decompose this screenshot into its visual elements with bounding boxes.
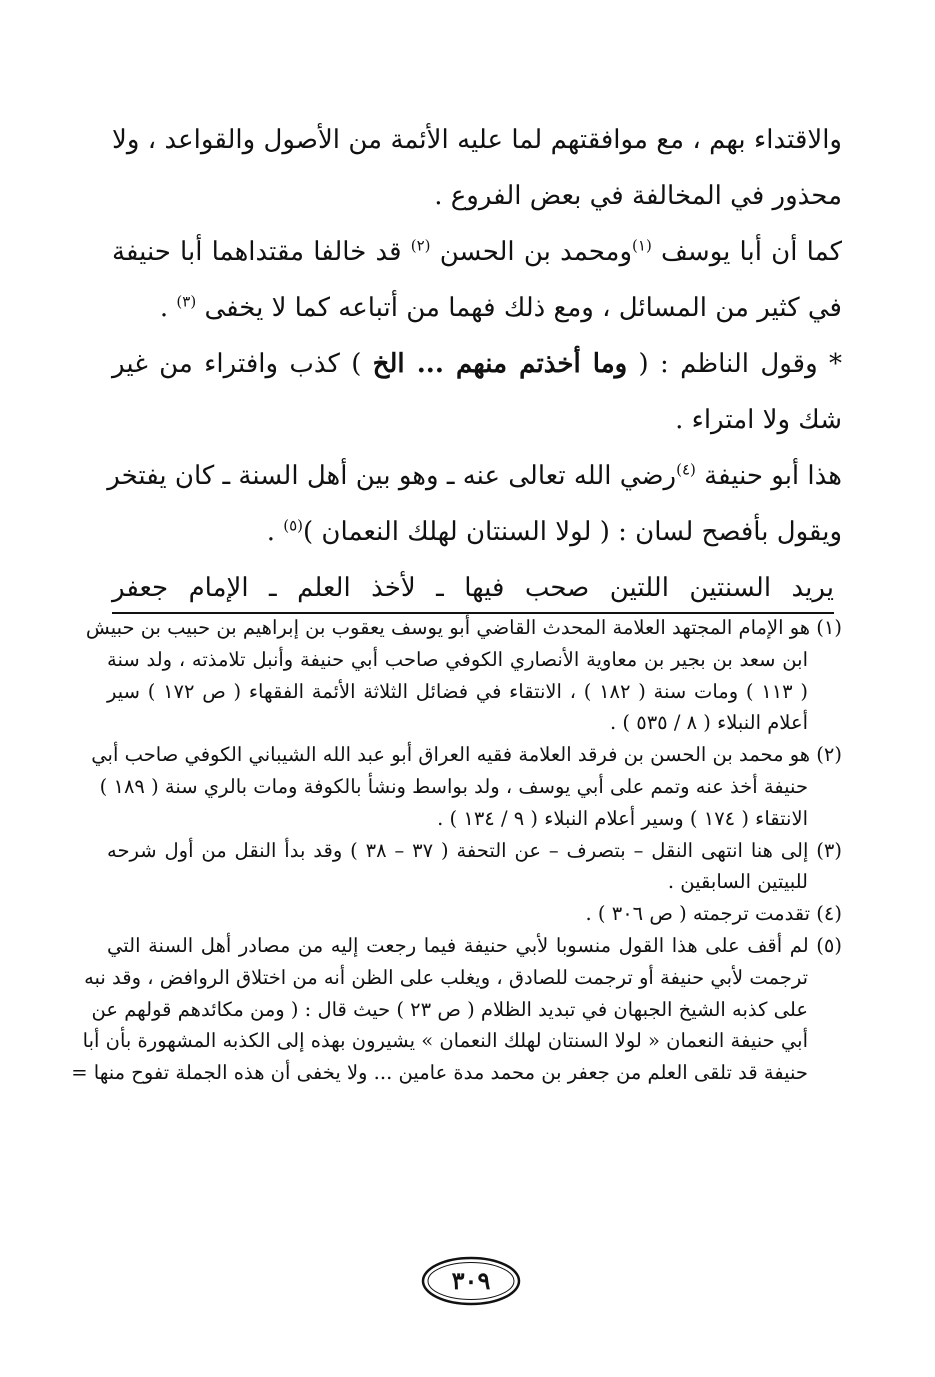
footnote-line: حنيفة قد تلقى العلم من جعفر بن محمد مدة عامين ... ولا يخفى أن هذه الجملة تفوح منها = <box>71 1061 808 1085</box>
footnote-line: الانتقاء ( ١٧٤ ) وسير أعلام النبلاء ( ٩ / ١٣٤ ) . <box>437 806 808 830</box>
page-number-label: ٣٠٩ <box>451 1266 491 1295</box>
footnote-ref: (٤) <box>676 460 696 479</box>
footnote-line: على كذبه الشيخ الجبهان في تبديد الظلام ( ص ٢٣ ) حيث قال : ( ومن مكائدهم قولهم عن <box>91 997 808 1021</box>
footnote-ref: (٥) <box>283 516 304 535</box>
footnote-line: (٢) هو محمد بن الحسن بن فرقد العلامة فقيه العراق أبو عبد الله الشيباني الكوفي صاحب أبي <box>91 743 842 767</box>
page-number <box>420 1255 522 1307</box>
body-line: في كثير من المسائل ، ومع ذلك فهما من أتباعه كما لا يخفى $^{(٣)}$ . <box>159 292 842 323</box>
footnote-line: أبي حنيفة النعمان « لولا السنتان لهلك النعمان » يشيرون بهذه إلى الكذبه المشهورة بأن أبا <box>82 1029 808 1053</box>
footnotes <box>71 612 843 1089</box>
footnote-line: حنيفة أخذ عنه وتمم على أبي يوسف ، ولد بواسط ونشأ بالكوفة ومات بالري سنة ( ١٨٩ ) <box>99 774 808 798</box>
footnote-line: أعلام النبلاء ( ٨ / ٥٣٥ ) . <box>610 711 808 735</box>
footnote-ref: (٣) <box>176 292 197 311</box>
footnote-line: ابن سعد بن بجير بن معاوية الأنصاري الكوفي صاحب أبي حنيفة وأنبل تلامذته ، ولد سنة <box>107 647 808 671</box>
footnote-line: للبيتين السابقين . <box>667 870 808 894</box>
body-line: * وقول الناظم : ( وما أخذتم منهم ... الخ ) كذب وافتراء من غير <box>112 349 842 379</box>
body-line: محذور في المخالفة في بعض الفروع . <box>434 181 842 211</box>
body-line: هذا أبو حنيفة $^{(٤)}$رضي الله تعالى عنه ـ وهو بين أهل السنة ـ كان يفتخر <box>107 460 842 491</box>
main-text <box>107 112 842 614</box>
footnote-line: (٣) إلى هنا انتهى النقل – بتصرف – عن التحفة ( ٣٧ – ٣٨ ) وقد بدأ النقل من أول شرحه <box>107 838 843 862</box>
footnote-line: (٥) لم أقف على هذا القول منسوبا لأبي حنيفة فيما رجعت إليه من مصادر أهل السنة التي <box>107 933 842 957</box>
footnote-line: (١) هو الإمام المجتهد العلامة المحدث القاضي أبو يوسف يعقوب بن إبراهيم بن حبيب بن حبيش <box>85 616 842 639</box>
body-line: شك ولا امتراء . <box>675 405 842 435</box>
footnote-ref: (١) <box>632 236 652 255</box>
body-line: والاقتداء بهم ، مع موافقتهم لما عليه الأئمة من الأصول والقواعد ، ولا <box>112 125 842 155</box>
footnote-ref: (٢) <box>410 236 431 255</box>
footnote-line: ( ١١٣ ) ومات سنة ( ١٨٢ ) ، الانتقاء في فضائل الثلاثة الأئمة الفقهاء ( ص ١٧٢ ) سير <box>107 679 808 703</box>
quoted-verse: وما أخذتم منهم ... الخ <box>372 349 628 379</box>
body-line: يريد السنتين اللتين صحب فيها ـ لأخذ العلم ـ الإمام جعفر <box>112 560 834 614</box>
footnote-line: (٤) تقدمت ترجمته ( ص ٣٠٦ ) . <box>585 902 842 926</box>
body-line: ويقول بأفصح لسان : ( لولا السنتان لهلك النعمان )$^{(٥)}$ . <box>266 516 842 547</box>
body-line: كما أن أبا يوسف $^{(١)}$ومحمد بن الحسن $^{(٢)}$ قد خالفا مقتداهما أبا حنيفة <box>112 236 842 267</box>
footnote-line: ترجمت لأبي حنيفة أو ترجمت للصادق ، ويغلب على الظن أنه من اختلاق الروافض ، وقد نبه <box>84 965 808 989</box>
